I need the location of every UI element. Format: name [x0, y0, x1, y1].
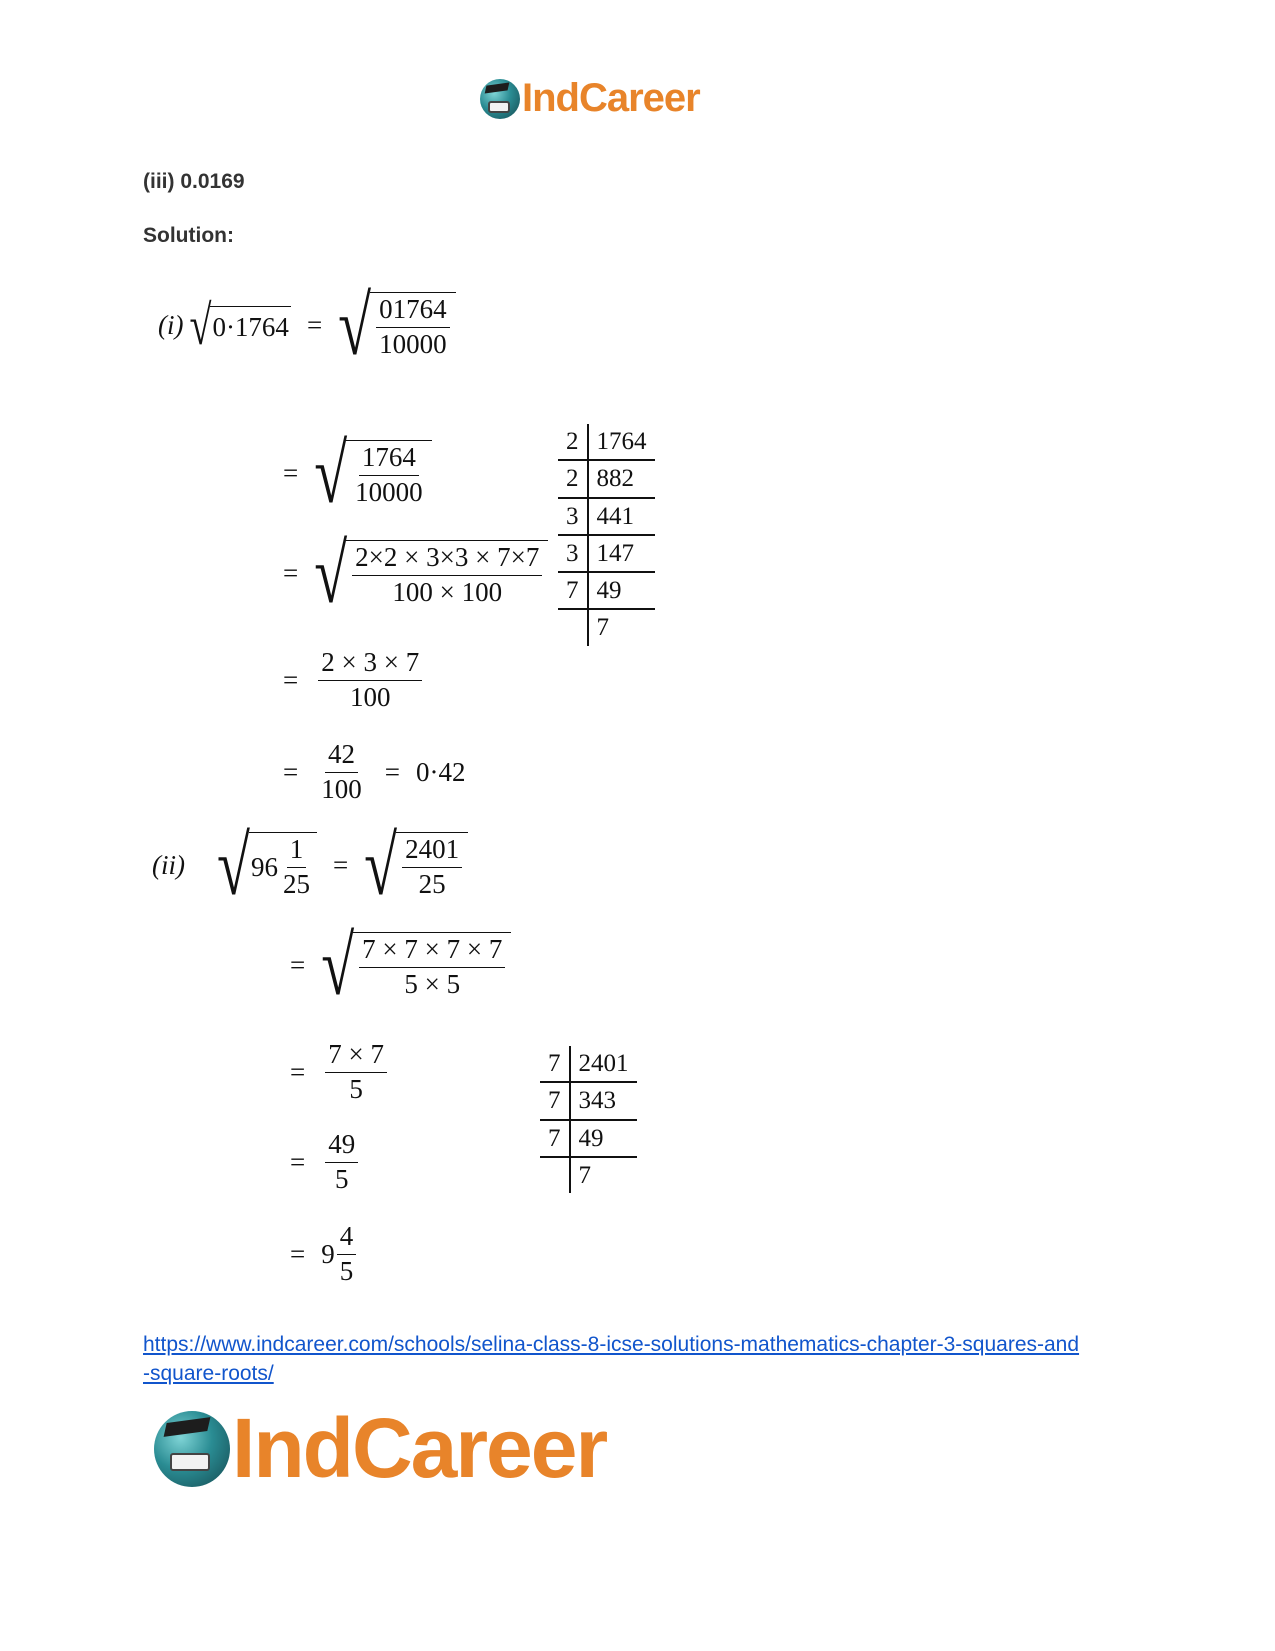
solution-label: Solution: — [143, 224, 234, 247]
division-row — [558, 424, 655, 460]
divisor: 7 — [558, 572, 588, 609]
header-logo — [480, 76, 700, 121]
part-i-line-2: = √ $\frac{1764}{10000}$ — [283, 440, 432, 507]
graduation-globe-icon — [480, 79, 520, 119]
part-ii-line-4: = $\frac{49}{5}$ — [290, 1130, 362, 1194]
dividend: 441 — [588, 498, 655, 535]
header-logo-text: IndCareer — [522, 76, 700, 120]
divisor: 2 — [558, 424, 588, 460]
division-row — [558, 535, 655, 572]
division-row — [540, 1046, 637, 1082]
division-table-1764 — [558, 424, 655, 646]
divisor — [558, 609, 588, 645]
part-ii-line-5: = 9 $\frac{4}{5}$ — [290, 1222, 360, 1286]
dividend: 7 — [578, 1161, 591, 1189]
part-ii-line-1: (ii) √ 96 $\frac{1}{25}$ = √ $\frac{2401}{25}$ — [152, 832, 468, 899]
divisor: 3 — [558, 498, 588, 535]
question-title: (iii) 0.0169 — [143, 170, 245, 193]
division-row — [540, 1082, 637, 1119]
sqrt-fraction: √ $\frac{01764}{10000}$ — [338, 292, 455, 359]
dividend: 2401 — [570, 1046, 637, 1082]
dividend: 49 — [588, 572, 655, 609]
divisor: 2 — [558, 460, 588, 497]
part-i-result: 0·42 — [415, 756, 466, 787]
division-row — [558, 498, 655, 535]
footer-logo — [154, 1400, 606, 1497]
division-table-2401 — [540, 1046, 637, 1193]
dividend: 1764 — [588, 424, 655, 460]
part-i-line-3: = √ $\frac{2\times 2 \times 3\times 3 \times 7\times 7}{100 \times 100}$ — [283, 540, 548, 607]
part-ii-label: (ii) — [152, 850, 185, 881]
part-i-line-4: = $\frac{2 \times 3 \times 7}{100}$ — [283, 648, 426, 712]
graduation-globe-icon — [154, 1411, 230, 1487]
dividend: 882 — [588, 460, 655, 497]
divisor: 3 — [558, 535, 588, 572]
division-row — [558, 460, 655, 497]
divisor — [540, 1157, 570, 1193]
part-ii-line-3: = $\frac{7 \times 7}{5}$ — [290, 1040, 391, 1104]
dividend: 147 — [588, 535, 655, 572]
sqrt-expression: √ 0·1764 — [189, 293, 289, 357]
part-i-label: (i) — [158, 310, 184, 341]
source-link[interactable]: https://www.indcareer.com/schools/selina-class-8-icse-solutions-mathematics-chapter-3-squares-and-square-roots/ — [143, 1333, 1080, 1385]
division-row — [540, 1157, 637, 1193]
part-i-line-1: (i) √ 0·1764 = √ $\frac{01764}{10000}$ — [158, 292, 456, 359]
footer-logo-text: IndCareer — [232, 1401, 607, 1495]
division-row — [558, 572, 655, 609]
division-row — [540, 1120, 637, 1157]
part-i-line-5: = $\frac{42}{100}$ = 0·42 — [283, 739, 466, 804]
dividend: 343 — [570, 1082, 637, 1119]
dividend: 49 — [570, 1120, 637, 1157]
division-row — [558, 609, 655, 645]
part-ii-line-2: = √ $\frac{7 \times 7 \times 7 \times 7}{5 \times 5}$ — [290, 932, 511, 999]
divisor: 7 — [540, 1082, 570, 1119]
divisor: 7 — [540, 1046, 570, 1082]
dividend: 7 — [596, 614, 609, 642]
divisor: 7 — [540, 1120, 570, 1157]
